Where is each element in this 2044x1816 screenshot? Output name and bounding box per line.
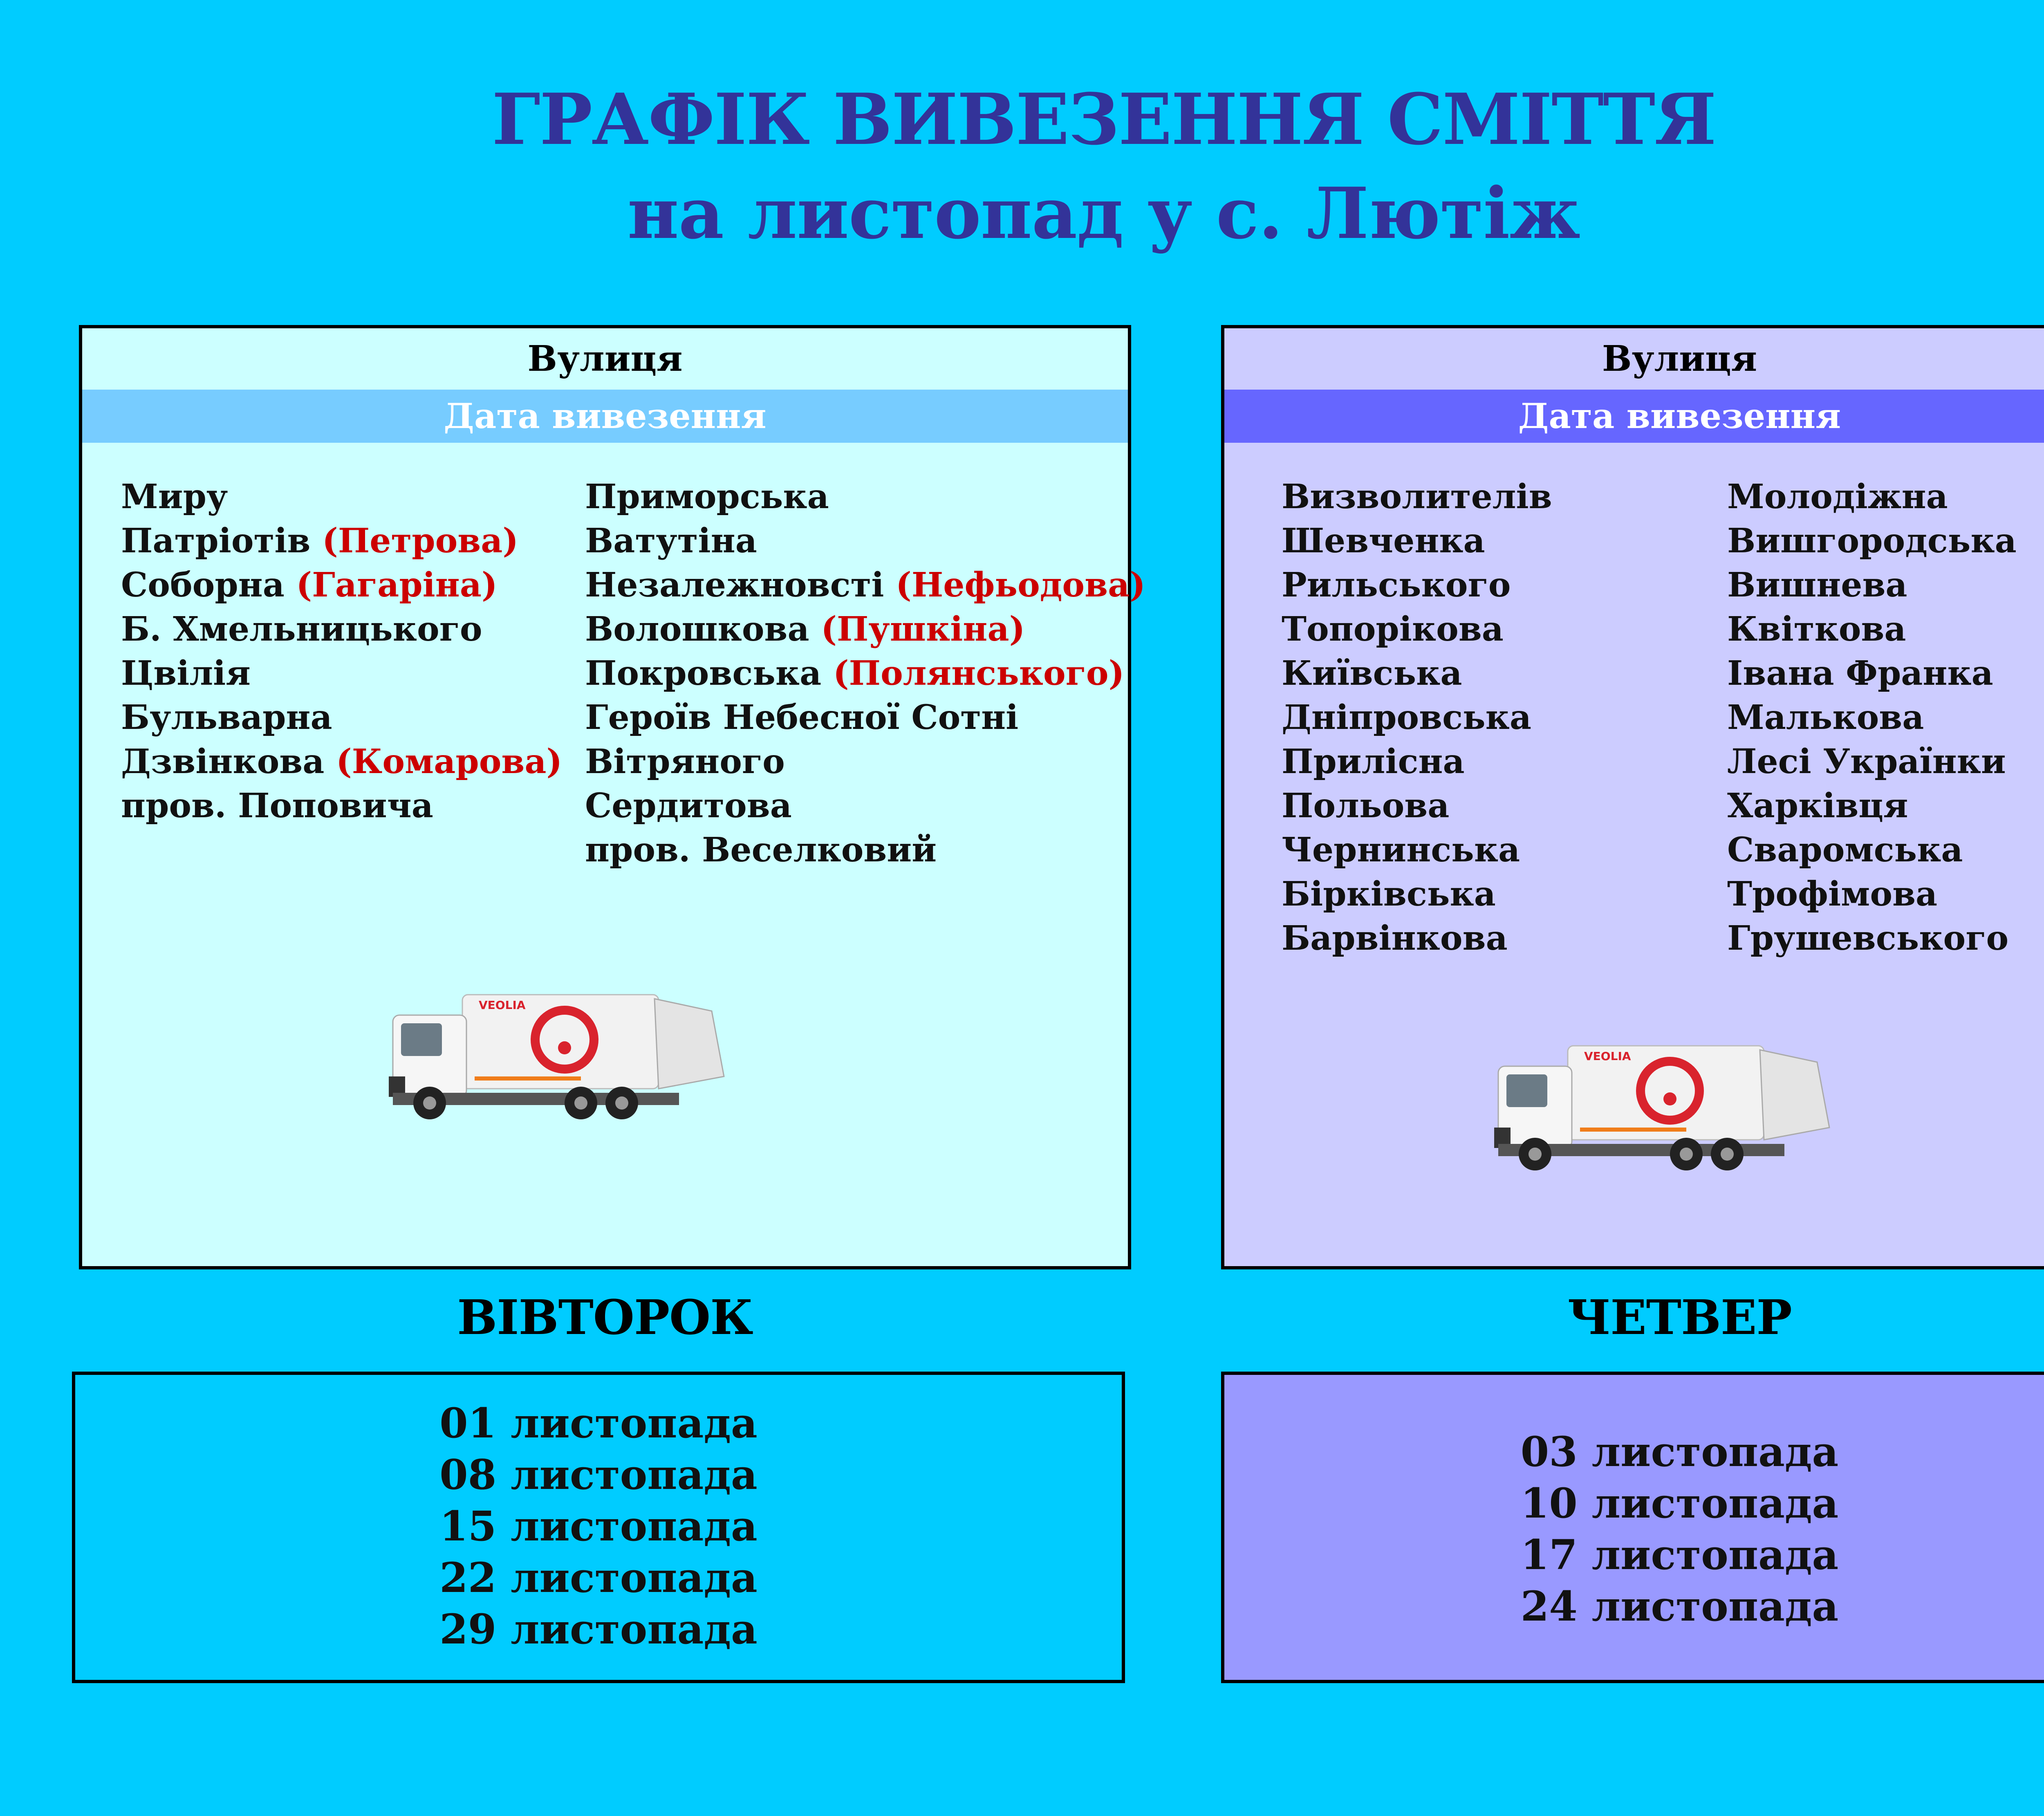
street-name: Сердитова — [585, 786, 792, 825]
street-item — [585, 475, 1145, 519]
street-name: Топорікова — [1282, 610, 1504, 649]
street-old-name: (Пушкіна) — [821, 610, 1025, 649]
truck-drawing — [1494, 1046, 1829, 1170]
collection-date: 24 листопада — [1520, 1582, 1839, 1630]
collection-date: 29 листопада — [439, 1605, 758, 1653]
street-name: Героїв Небесної Сотні — [585, 698, 1019, 737]
street-name: Грушевського — [1727, 919, 2009, 958]
street-name: Харківця — [1727, 786, 1908, 825]
street-name: Бульварна — [121, 698, 332, 737]
street-name: Чернинська — [1282, 830, 1520, 870]
street-name: Дзвінкова — [121, 742, 336, 781]
street-name: Патріотів — [121, 521, 323, 560]
street-item — [121, 519, 562, 563]
street-name: пров. Поповича — [121, 786, 433, 825]
street-item — [585, 607, 1145, 651]
street-name: пров. Веселковий — [585, 830, 937, 870]
street-name: Прилісна — [1282, 742, 1465, 781]
day-label-tuesday: ВІВТОРОК — [457, 1290, 753, 1345]
street-item — [1727, 828, 2017, 872]
street-item — [1282, 695, 1552, 740]
street-item — [121, 740, 562, 784]
street-name: Квіткова — [1727, 610, 1906, 649]
street-name: Сваромська — [1727, 830, 1963, 870]
collection-date: 17 листопада — [1520, 1531, 1839, 1579]
street-item — [1727, 519, 2017, 563]
street-item — [1282, 872, 1552, 916]
street-name: Шевченка — [1282, 521, 1485, 560]
page-title: ГРАФІК ВИВЕЗЕННЯ СМІТТЯ — [492, 78, 1716, 161]
collection-date: 10 листопада — [1520, 1479, 1839, 1527]
garbage-truck-image — [385, 978, 753, 1134]
street-list-left-col1 — [121, 475, 562, 828]
street-item — [1727, 740, 2017, 784]
street-old-name: (Гагаріна) — [296, 565, 498, 605]
street-item — [1282, 519, 1552, 563]
street-name: Івана Франка — [1727, 654, 1993, 693]
street-name: Бірківська — [1282, 874, 1496, 914]
date-list — [1224, 1426, 2044, 1632]
street-item — [585, 740, 1145, 784]
street-item — [1727, 695, 2017, 740]
collection-date: 08 листопада — [439, 1451, 758, 1499]
street-name: Рильського — [1282, 565, 1511, 605]
collection-date: 22 листопада — [439, 1554, 758, 1602]
collection-date: 03 листопада — [1520, 1428, 1839, 1476]
street-item — [1282, 784, 1552, 828]
street-name: Покровська — [585, 654, 833, 693]
street-name: Б. Хмельницького — [121, 610, 482, 649]
date-list — [75, 1397, 1122, 1655]
street-name: Вишнева — [1727, 565, 1907, 605]
street-item — [1727, 784, 2017, 828]
street-old-name: (Петрова) — [322, 521, 519, 560]
street-item — [121, 784, 562, 828]
street-item — [1282, 651, 1552, 695]
street-name: Вітряного — [585, 742, 785, 781]
street-column-header: Вулиця — [527, 338, 683, 379]
street-name: Малькова — [1727, 698, 1924, 737]
day-label-thursday: ЧЕТВЕР — [1567, 1290, 1792, 1345]
street-name: Соборна — [121, 565, 296, 605]
street-item — [585, 784, 1145, 828]
street-old-name: (Комарова) — [336, 742, 563, 781]
street-item — [1727, 607, 2017, 651]
street-item — [121, 475, 562, 519]
street-item — [1282, 828, 1552, 872]
street-item — [121, 651, 562, 695]
thursday-streets-panel — [1221, 325, 2044, 1269]
street-name: Польова — [1282, 786, 1450, 825]
street-item — [1282, 740, 1552, 784]
collection-date-bar: Дата вивезення — [1224, 390, 2044, 443]
street-name: Трофімова — [1727, 874, 1938, 914]
street-item — [1727, 872, 2017, 916]
street-item — [1282, 563, 1552, 607]
street-name: Київська — [1282, 654, 1462, 693]
street-item — [1282, 607, 1552, 651]
street-name: Цвілія — [121, 654, 251, 693]
truck-logo-text: VEOLIA — [1584, 1049, 1631, 1063]
street-name: Ватутіна — [585, 521, 757, 560]
street-name: Барвінкова — [1282, 919, 1508, 958]
street-name: Дніпровська — [1282, 698, 1532, 737]
street-name: Молодіжна — [1727, 477, 1948, 516]
street-item — [585, 519, 1145, 563]
street-name: Волошкова — [585, 610, 821, 649]
street-item — [1282, 475, 1552, 519]
street-item — [121, 607, 562, 651]
street-list-right-col1 — [1282, 475, 1552, 960]
street-old-name: (Нефьодова) — [896, 565, 1146, 605]
truck-logo-text: VEOLIA — [479, 998, 526, 1012]
street-item — [585, 563, 1145, 607]
tuesday-streets-panel — [79, 325, 1146, 1269]
street-name: Миру — [121, 477, 228, 516]
street-name: Визволителів — [1282, 477, 1552, 516]
street-item — [585, 695, 1145, 740]
street-old-name: (Полянського) — [833, 654, 1125, 693]
street-name: Приморська — [585, 477, 829, 516]
street-item — [1727, 563, 2017, 607]
street-item — [585, 651, 1145, 695]
collection-date: 01 листопада — [439, 1399, 758, 1447]
street-item — [585, 828, 1145, 872]
street-item — [1727, 916, 2017, 960]
thursday-dates-box — [1221, 1372, 2044, 1683]
street-item — [1282, 916, 1552, 960]
street-item — [121, 695, 562, 740]
street-list-right-col2 — [1727, 475, 2017, 960]
garbage-truck-image — [1490, 1029, 1858, 1185]
tuesday-dates-box — [72, 1372, 1125, 1683]
street-item — [1727, 475, 2017, 519]
truck-drawing — [389, 995, 724, 1119]
collection-date-bar: Дата вивезення — [82, 390, 1128, 443]
street-item — [1727, 651, 2017, 695]
collection-date: 15 листопада — [439, 1502, 758, 1550]
street-item — [121, 563, 562, 607]
street-name: Незалежновсті — [585, 565, 896, 605]
street-name: Вишгородська — [1727, 521, 2017, 560]
street-column-header: Вулиця — [1602, 338, 1757, 379]
street-list-left-col2 — [585, 475, 1145, 872]
page-subtitle: на листопад у с. Лютіж — [627, 172, 1580, 255]
street-name: Лесі Українки — [1727, 742, 2006, 781]
